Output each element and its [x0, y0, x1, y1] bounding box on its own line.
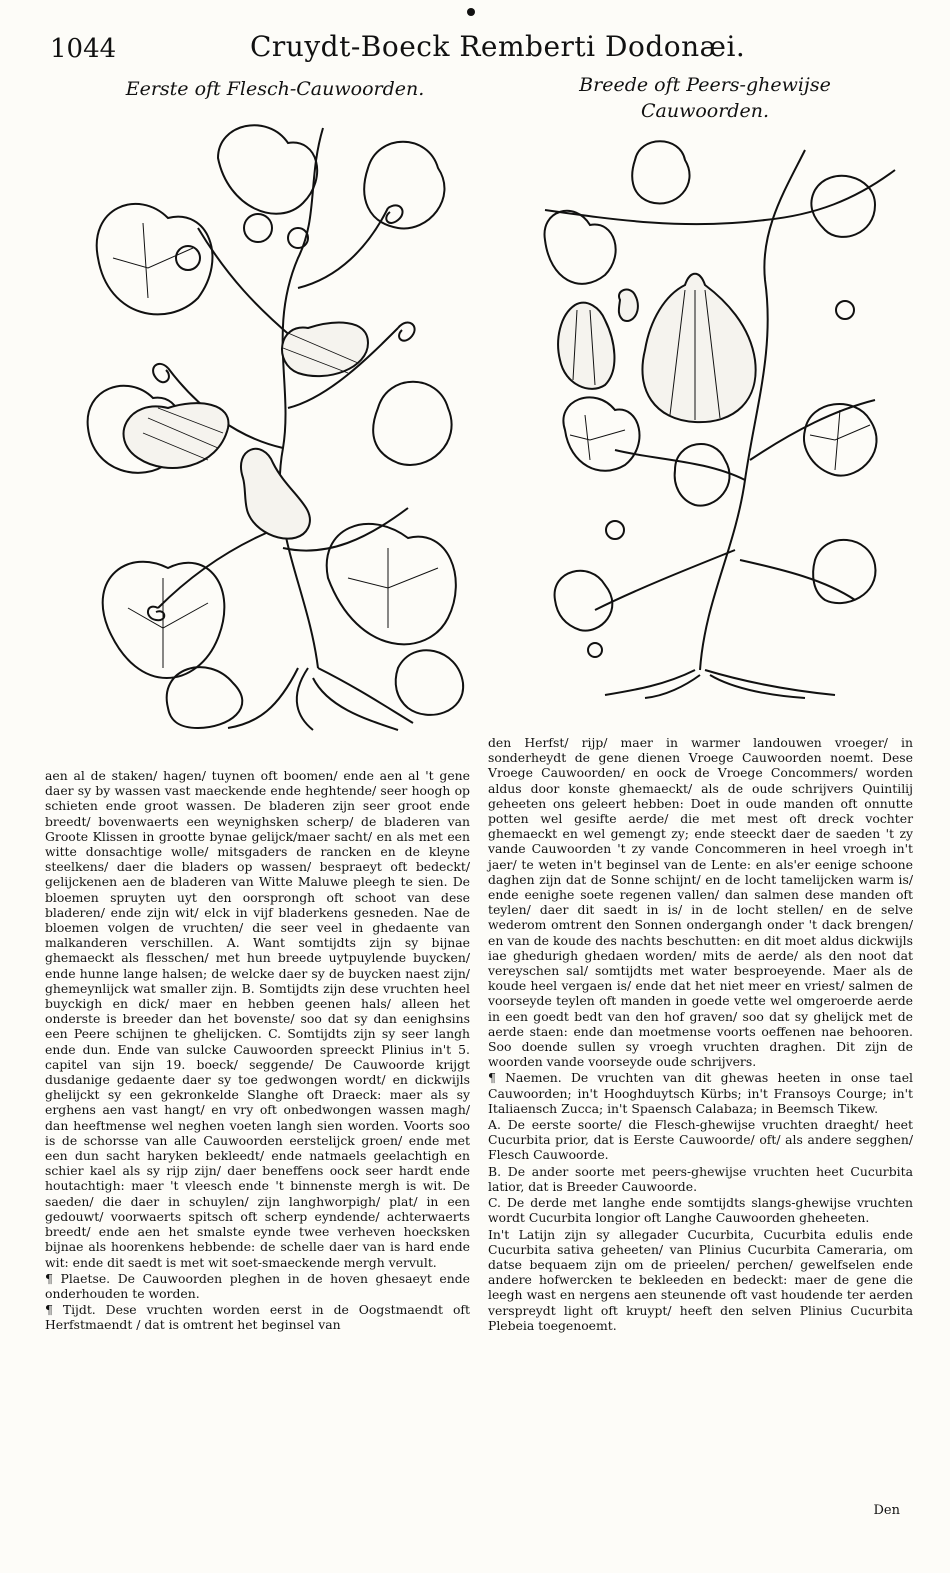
paragraph-herfst: den Herfst/ rijp/ maer in warmer landouwen vroeger/ in sonderheydt de gene dienen Vroege Cauwoorden noemt. Dese Vroege Cauwoorden/ en oock de Vroege Concommers/ worden aldus door konste ghemaeckt/ als de oude schrijvers Quintilij geheeten ons geleert hebben: Doet in oude manden oft onnutte potten wel gesifte aerde/ die met mest oft dreck vochter ghemaeckt en wel gemengt zy; ende steeckt daer de saeden 't zy vande Cauwoorden 't zy vande Concommeren in heel vroegh in't jaer/ te weten in't beginsel van de Lente: en als'er eenige schoone daghen zijn dat de Sonne schijnt/ en de locht tamelijcken warm is/ ende eenighe soete regenen vallen/ dan salmen dese manden oft teylen/ daer dit saedt in is/ in de locht stellen/ en de selve wederom omtrent den Sonnen ondergangh onder 't dack brengen/ en van de koude des nachts beschutten: en dit moet aldus dickwijls iae ghedurigh ghedaen worden/ mits de aerde/ als den noot dat vereyschen sal/ somtijdts met water besproeyende. Maer als de koude heel vergaen is/ ende dat het niet meer en vriest/ salmen de voorseyde teylen oft manden in goede vette wel omgeroerde aerde in een goedt bedt van den hof graven/ soo dat sy ghelijck met de aerde staen: ende dan moetmense voorts oeffenen nae behooren. Soo doende sullen sy vroegh vruchten draghen. Dit zijn de woorden vande voorseyde oude schrijvers.	[488, 735, 913, 1070]
running-title: Cruydt-Boeck Remberti Dodonæi.	[250, 30, 746, 63]
text-column-right	[488, 735, 913, 1333]
catchword: Den	[873, 1503, 900, 1518]
woodcut-peers-cauwoorde	[535, 130, 910, 700]
woodcut-flesch-cauwoorde	[68, 108, 488, 733]
paragraph-b: B. De ander soorte met peers-ghewijse vruchten heet Cucurbita latior, dat is Breeder Cauwoorde.	[488, 1163, 913, 1194]
page-ornament-dot	[467, 8, 475, 16]
paragraph-plaetse: ¶ Plaetse. De Cauwoorden pleghen in de hoven ghesaeyt ende onderhouden te worden.	[45, 1270, 470, 1301]
paragraph-latijn: In't Latijn zijn sy allegader Cucurbita, Cucurbita edulis ende Cucurbita sativa geheeten/ van Plinius Cucurbita Cameraria, om datse bequaem zijn om de prieelen/ perchen/ gewelfselen ende andere hofwercken te bekleeden en bedeckt: maer de gene die leegh wast en nergens aen steunende oft vast houdende ter aerden verspreydt light oft kruypt/ heeft den selven Plinius Cucurbita Plebeia toegenoemt.	[488, 1226, 913, 1333]
text-column-left	[45, 768, 470, 1333]
figure-caption-left: Eerste oft Flesch-Cauwoorden.	[125, 78, 425, 100]
figure-caption-right	[525, 72, 885, 124]
figure-caption-right-line2: Cauwoorden.	[640, 100, 769, 122]
paragraph-description: aen al de staken/ hagen/ tuynen oft boomen/ ende aen al 't gene daer sy by wassen vast maeckende ende heghtende/ seer hoogh op schieten ende groot wassen. De bladeren zijn seer groot ende breedt/ bovenwaerts een weynighsken scherp/ de bladeren van Groote Klissen in grootte bynae gelijck/maer sacht/ en als met een witte donsachtige wolle/ mitsgaders de rancken en de kleyne steelkens/ daer die bladers op wassen/ bespraeyt oft bedeckt/ gelijckenen aen de bladeren van Witte Maluwe pleegh te sien. De bloemen spruyten uyt den oorsprongh oft schoot van dese bladeren/ ende zijn wit/ elck in vijf bladerkens gesneden. Nae de bloemen volgen de vruchten/ die seer veel in ghedaente van malkanderen verschillen. A. Want somtijdts zijn sy bijnae ghemaeckt als flesschen/ met hun breede uytpuylende buycken/ ende hunne lange halsen; de welcke daer sy de buycken naest zijn/ ghemeynlijck wat smaller zijn. B. Somtijdts zijn dese vruchten heel buyckigh en dick/ maer en hebben geenen hals/ alleen het onderste is breeder dan het bovenste/ soo dat sy dan eenighsins een Peere schijnen te ghelijcken. C. Somtijdts zijn sy seer langh ende dun. Ende van sulcke Cauwoorden spreeckt Plinius in't 5. capitel van sijn 19. boeck/ seggende/ De Cauwoorde krijgt dusdanige gedaente daer sy toe gedwongen wordt/ en dickwijls ghelijckt sy een gekronkelde Slanghe oft Draeck: maer als sy erghens aen vast hangt/ en vry oft onbedwongen wassen magh/ dan heeftmense wel neghen voeten langh sien worden. Voorts soo is de schorsse van alle Cauwoorden eerstelijck groen/ ende met een dun sacht haryken bekleedt/ ende natmaels geelachtigh en schier kael als sy rijp zijn/ daer beneffens oock seer hardt ende houtachtigh: maer 't vleesch ende 't binnenste mergh is wit. De saeden/ die daer in schuylen/ zijn langhworpigh/ plat/ in een gedouwt/ voorwaerts spitsch oft scherp eyndende/ achterwaerts breedt/ ende aen het smalste eynde twee verheven hoecksken bijnae als hoorenkens hebbende: de schelle daer van is hard ende wit: ende dit saedt is met wit soet-smaeckende mergh vervult.	[45, 768, 470, 1270]
paragraph-tijdt: ¶ Tijdt. Dese vruchten worden eerst in de Oogstmaendt oft Herfstmaendt / dat is omtrent het beginsel van	[45, 1302, 470, 1333]
paragraph-a: A. De eerste soorte/ die Flesch-ghewijse vruchten draeght/ heet Cucurbita prior, dat is Eerste Cauwoorde/ oft/ als andere segghen/ Flesch Cauwoorde.	[488, 1117, 913, 1163]
paragraph-naemen: ¶ Naemen. De vruchten van dit ghewas heeten in onse tael Cauwoorden; in't Hooghduytsch Kürbs; in't Fransoys Courge; in't Italiaensch Zucca; in't Spaensch Calabaza; in Beemsch Tikew.	[488, 1070, 913, 1116]
page-number: 1044	[50, 34, 117, 64]
paragraph-c: C. De derde met langhe ende somtijdts slangs-ghewijse vruchten wordt Cucurbita longior oft Langhe Cauwoorden gheheeten.	[488, 1195, 913, 1226]
figure-caption-right-line1: Breede oft Peers-ghewijse	[579, 74, 831, 96]
